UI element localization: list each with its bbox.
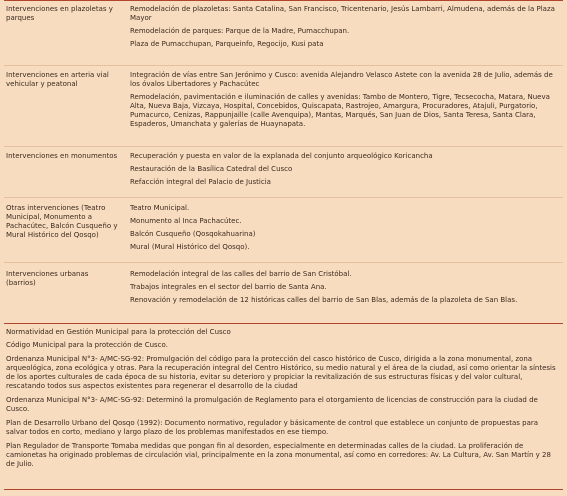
row-item: Recuperación y puesta en valor de la explanada del conjunto arqueológico Koricancha [130, 152, 433, 160]
row-divider [4, 65, 563, 66]
row-item: Remodelación, pavimentación e iluminación de calles y avenidas: Tambo de Montero, Tigre, Tecsecocha, Matara, Nueva Alta, Nueva Baja, Vizcaya, Hospital, Concebidos, Quiscapata, Rastrojeo, Amargura, Procuradores, Atajuli, Purgatorio, Pumacurco, Cenizas, Rappunjaille (calle Avenquipa), Mantas, Marqués, San Juan de Dios, Santa Teresa, Santa Clara, Espaderos, Umanchata y galerías de Huaynapata. [130, 93, 550, 128]
row-items [130, 270, 561, 309]
row-item: Teatro Municipal. [130, 204, 190, 212]
section-subheading: Código Municipal para la protección de Cusco. [6, 341, 168, 349]
section-rule [4, 323, 563, 324]
row-item: Integración de vías entre San Jerónimo y Cusco: avenida Alejandro Velasco Astete con la avenida 28 de Julio, además de los óvalos Libertadores y Pachacútec [130, 71, 553, 88]
row-divider [4, 262, 563, 263]
row-item: Trabajos integrales en el sector del barrio de Santa Ana. [130, 283, 327, 291]
row-category: Intervenciones en plazoletas y parques [6, 5, 113, 22]
row-item: Balcón Cusqueño (Qosqokahuarina) [130, 230, 256, 238]
row-item: Renovación y remodelación de 12 históricas calles del barrio de San Blas, además de la plazoleta de San Blas. [130, 296, 518, 304]
row-divider [4, 146, 563, 147]
row-category: Intervenciones en monumentos [6, 152, 118, 160]
paragraph: Plan Regulador de Transporte Tomaba medidas que pongan fin al desorden, especialmente en determinadas calles de la ciudad. La proliferación de camionetas ha originado problemas de circulación vial, principalmente en la zona monumental, así como en corredores: Av. La Cultura, Av. San Martín y 28 de Julio. [6, 442, 551, 468]
row-item: Monumento al Inca Pachacútec. [130, 217, 242, 225]
row-divider [4, 197, 563, 198]
row-items [130, 204, 561, 256]
row-item: Restauración de la Basílica Catedral del Cusco [130, 165, 293, 173]
paragraph: Ordenanza Municipal N°3- A/MC-SG-92: Determinó la promulgación de Reglamento para el otorgamiento de licencias de construcción para la ciudad de Cusco. [6, 396, 538, 413]
row-items [130, 152, 561, 191]
section-heading: Normatividad en Gestión Municipal para la protección del Cusco [6, 328, 231, 336]
row-item: Remodelación de parques: Parque de la Madre, Pumacchupan. [130, 27, 350, 35]
row-items [130, 5, 561, 53]
row-category: Intervenciones urbanas (barrios) [6, 270, 89, 287]
normativity-section [6, 328, 561, 474]
row-item: Remodelación de plazoletas: Santa Catalina, San Francisco, Tricentenario, Jesús Lambarri, Almudena, además de la Plaza Mayor [130, 5, 555, 22]
row-item: Plaza de Pumacchupan, Parqueinfo, Regocijo, Kusi pata [130, 40, 324, 48]
top-rule [4, 0, 563, 1]
paragraph: Plan de Desarrollo Urbano del Qosqo (1992): Documento normativo, regulador y básicamente de control que establece un conjunto de propuestas para salvar todos en corto, mediano y largo plazo de los problemas manifestados en ese tiempo. [6, 419, 539, 436]
row-item: Mural (Mural Histórico del Qosqo). [130, 243, 250, 251]
paragraph: Ordenanza Municipal N°3- A/MC-SG-92: Promulgación del código para la protección del casco histórico de Cusco, dirigida a la zona monumental, zona arqueológica, zona ecológica y otras. Para la recuperación integral del Centro Histórico, su medio natural y el área de la ciudad, así como orientar la síntesis de los aportes culturales de cada época de su historia, evitar su deterioro y propiciar la revitalización de sus estructuras físicas y del valor cultural, rescatando todos sus aspectos existentes para regenerar el desarrollo de la ciudad [6, 355, 556, 390]
row-items [130, 71, 561, 133]
row-category: Otras intervenciones (Teatro Municipal, Monumento a Pachacútec, Balcón Cusqueño y Mural Histórico del Qosqo) [6, 204, 118, 239]
bottom-rule [4, 489, 563, 490]
row-item: Refacción integral del Palacio de Justicia [130, 178, 271, 186]
row-item: Remodelación integral de las calles del barrio de San Cristóbal. [130, 270, 352, 278]
row-category: Intervenciones en arteria vial vehicular y peatonal [6, 71, 109, 88]
